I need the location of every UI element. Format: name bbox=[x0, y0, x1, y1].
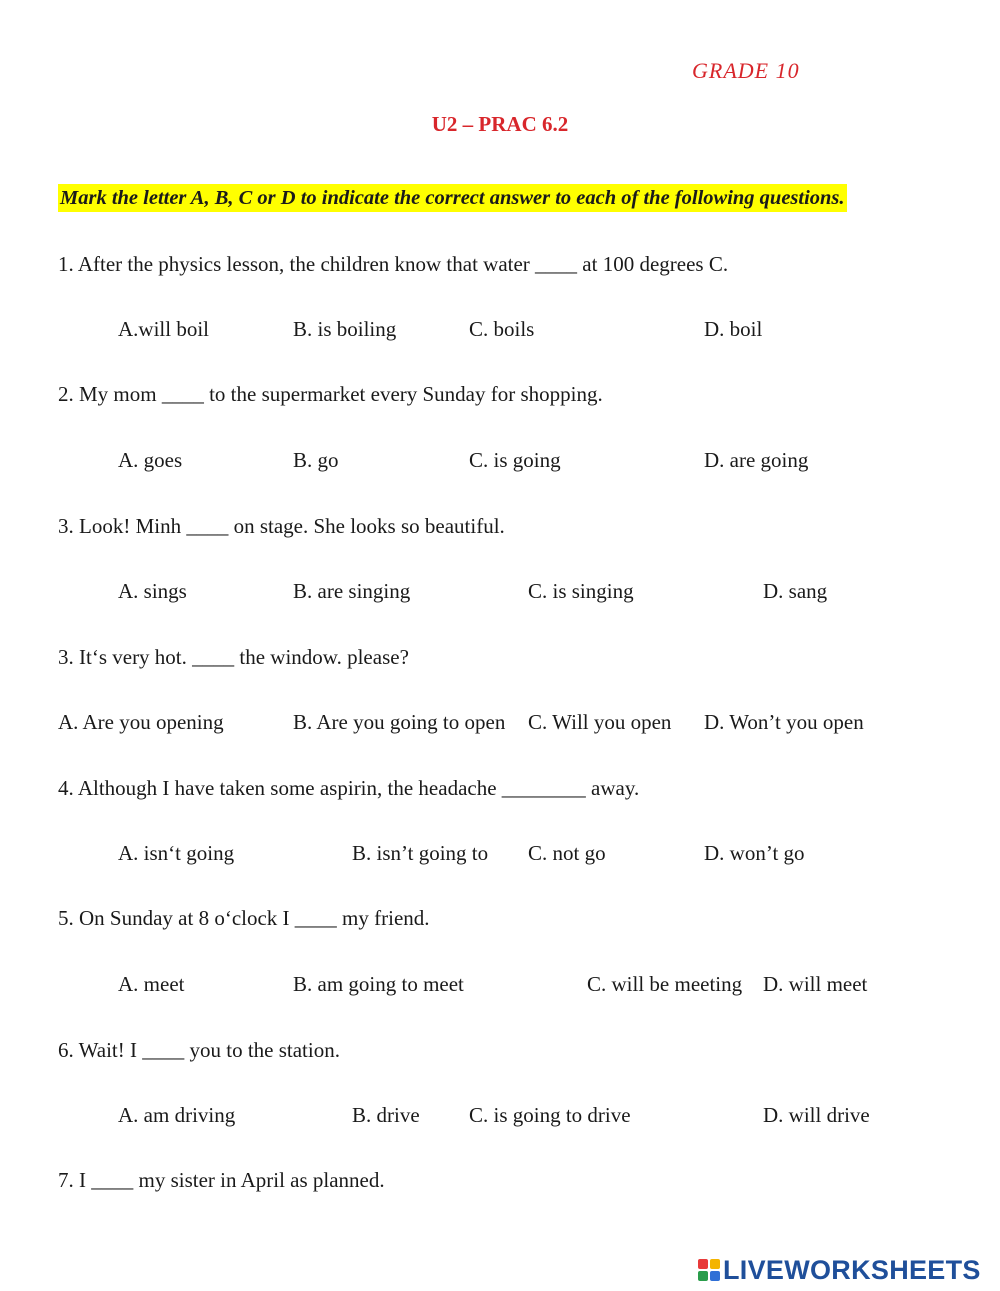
option-6c[interactable]: C. is going to drive bbox=[469, 1103, 631, 1127]
option-4d[interactable]: D. won’t go bbox=[704, 841, 805, 865]
option-5a[interactable]: A. meet bbox=[118, 972, 185, 996]
option-5b[interactable]: B. am going to meet bbox=[293, 972, 464, 996]
option-3a[interactable]: A. sings bbox=[118, 579, 187, 603]
option-3b-d[interactable]: D. Won’t you open bbox=[704, 710, 864, 734]
option-5c[interactable]: C. will be meeting bbox=[587, 972, 743, 996]
instruction-text: Mark the letter A, B, C or D to indicate the correct answer to each of the following questions. bbox=[58, 184, 847, 212]
question-6: 6. Wait! I ____ you to the station. bbox=[58, 1038, 340, 1062]
option-1b[interactable]: B. is boiling bbox=[293, 317, 397, 341]
option-3b-a[interactable]: A. Are you opening bbox=[58, 710, 224, 734]
liveworksheets-logo[interactable] bbox=[698, 1253, 981, 1287]
option-1a[interactable]: A.will boil bbox=[118, 317, 210, 341]
question-3: 3. Look! Minh ____ on stage. She looks so beautiful. bbox=[58, 514, 505, 538]
logo-text: LIVEWORKSHEETS bbox=[723, 1254, 981, 1285]
question-1: 1. After the physics lesson, the children know that water ____ at 100 degrees C. bbox=[58, 252, 729, 276]
question-4: 4. Although I have taken some aspirin, the headache ________ away. bbox=[58, 776, 640, 800]
option-3c[interactable]: C. is singing bbox=[528, 579, 634, 603]
option-5d[interactable]: D. will meet bbox=[763, 972, 868, 996]
option-3d[interactable]: D. sang bbox=[763, 579, 828, 603]
option-3b[interactable]: B. are singing bbox=[293, 579, 411, 603]
option-4c[interactable]: C. not go bbox=[528, 841, 606, 865]
option-1c[interactable]: C. boils bbox=[469, 317, 535, 341]
question-2: 2. My mom ____ to the supermarket every Sunday for shopping. bbox=[58, 382, 603, 406]
worksheet-title: U2 – PRAC 6.2 bbox=[431, 112, 569, 136]
option-4a[interactable]: A. isn‘t going bbox=[118, 841, 235, 865]
option-6a[interactable]: A. am driving bbox=[118, 1103, 236, 1127]
option-1d[interactable]: D. boil bbox=[704, 317, 763, 341]
option-2c[interactable]: C. is going bbox=[469, 448, 561, 472]
logo-mark-icon bbox=[698, 1259, 720, 1281]
grade-label: GRADE 10 bbox=[692, 58, 800, 83]
question-3b: 3. It‘s very hot. ____ the window. please? bbox=[58, 645, 409, 669]
option-3b-c[interactable]: C. Will you open bbox=[528, 710, 672, 734]
option-2a[interactable]: A. goes bbox=[118, 448, 183, 472]
question-7: 7. I ____ my sister in April as planned. bbox=[58, 1168, 385, 1192]
option-3b-b[interactable]: B. Are you going to open bbox=[293, 710, 506, 734]
option-6d[interactable]: D. will drive bbox=[763, 1103, 870, 1127]
option-2b[interactable]: B. go bbox=[293, 448, 339, 472]
option-2d[interactable]: D. are going bbox=[704, 448, 809, 472]
question-5: 5. On Sunday at 8 o‘clock I ____ my friend. bbox=[58, 906, 430, 930]
option-4b[interactable]: B. isn’t going to bbox=[352, 841, 489, 865]
option-6b[interactable]: B. drive bbox=[352, 1103, 420, 1127]
